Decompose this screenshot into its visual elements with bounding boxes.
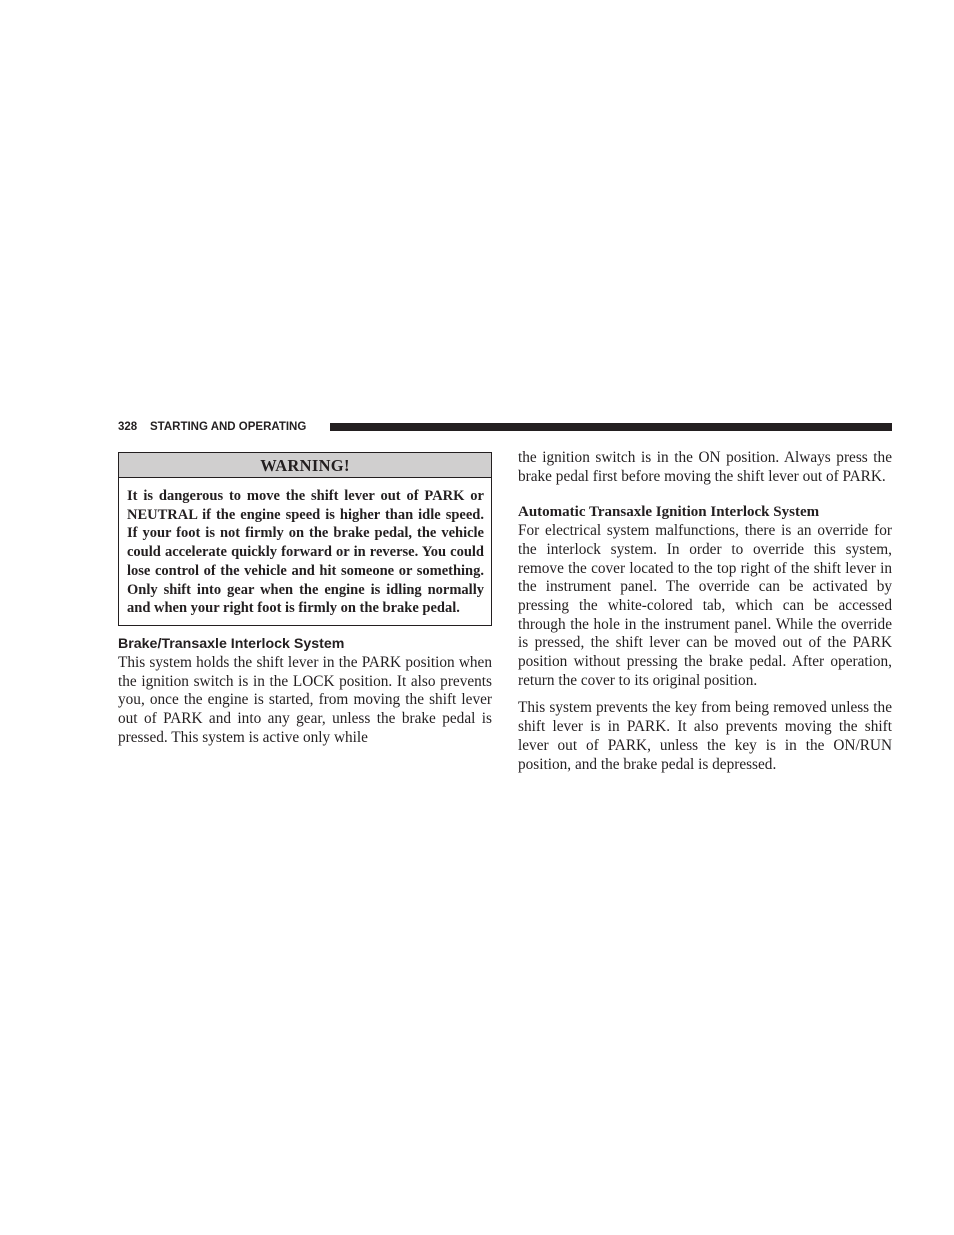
ignition-interlock-paragraph-1: For electrical system malfunctions, there is an override for the interlock system. In order to override this system, remove the cover located to the top right of the shift lever in the instrument panel. The override can be activated by pressing the white-colored tab, which can be accessed through the hole in the instrument panel. While the override is pressed, the shift lever can be moved out of the PARK position without pressing the brake pedal. After operation, return the cover to its original position. [518,522,892,689]
right-column [518,449,892,774]
section-title: STARTING AND OPERATING [150,421,307,433]
page-header [118,420,892,434]
brake-interlock-paragraph-continued: the ignition switch is in the ON position. Always press the brake pedal first before moving the shift lever out of PARK. [518,449,892,485]
warning-title: WARNING! [119,453,491,478]
header-rule [330,423,892,431]
left-column [118,452,492,747]
ignition-interlock-heading: Automatic Transaxle Ignition Interlock System [518,504,820,521]
page-number: 328 [118,421,138,433]
warning-text: It is dangerous to move the shift lever out of PARK or NEUTRAL if the engine speed is higher than idle speed. If your foot is not firmly on the brake pedal, the vehicle could accelerate quickly forward or in reverse. You could lose control of the vehicle and hit someone or something. Only shift into gear when the engine is idling normally and when your right foot is firmly on the brake pedal. [127,488,484,617]
warning-box [118,452,492,626]
ignition-interlock-paragraph-2: This system prevents the key from being removed unless the shift lever is in PARK. It also prevents moving the shift lever out of PARK, unless the key is in the ON/RUN position, and the brake pedal is depressed. [518,699,892,773]
brake-interlock-heading: Brake/Transaxle Interlock System [118,635,345,652]
brake-interlock-paragraph-start: This system holds the shift lever in the PARK position when the ignition switch is in the LOCK position. It also prevents you, once the engine is started, from moving the shift lever out of PARK and into any gear, unless the brake pedal is pressed. This system is active only while [118,653,492,746]
